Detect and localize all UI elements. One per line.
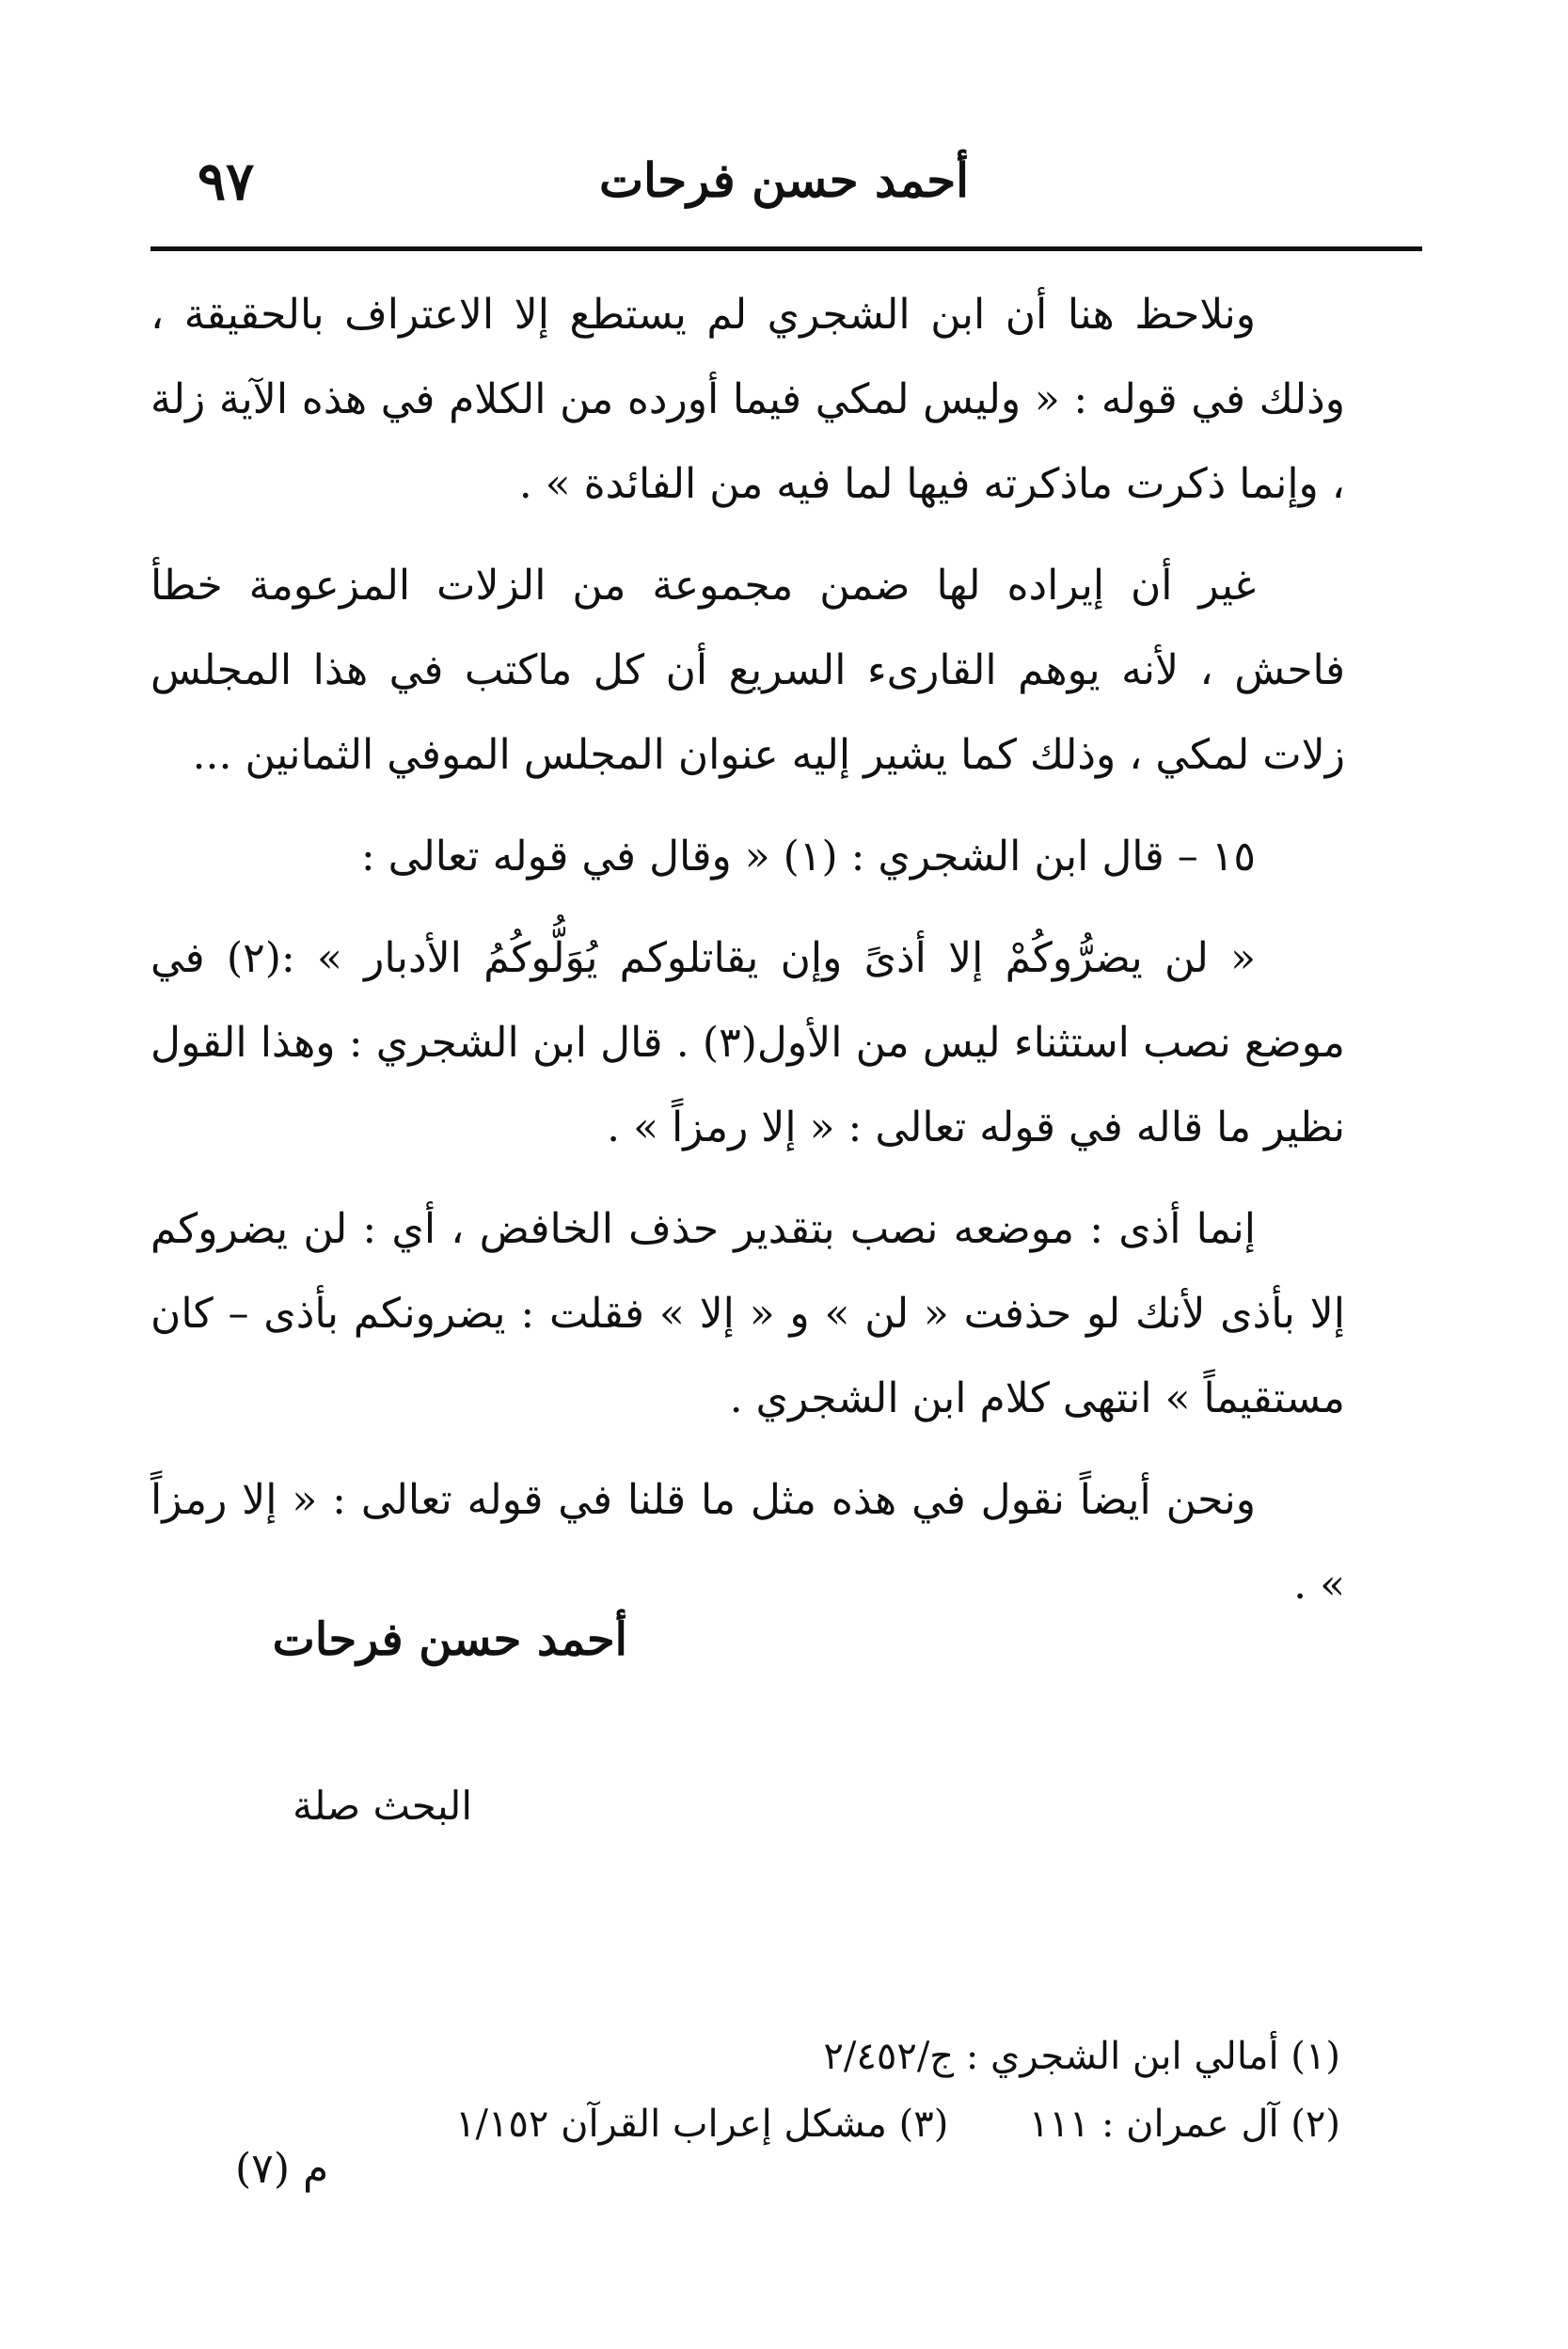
- footnote-1: (١) أمالي ابن الشجري : ج/٢/٤٥٢: [823, 2035, 1340, 2078]
- header-rule: [150, 246, 1422, 251]
- running-head: أحمد حسن فرحات: [598, 152, 970, 208]
- printer-signature-mark: م (٧): [235, 2145, 329, 2193]
- paragraph-6: ونحن أيضاً نقول في هذه مثل ما قلنا في قوله تعالى : « إلا رمزاً » .: [150, 1476, 1345, 1609]
- page-number: ٩٧: [198, 151, 255, 213]
- author-signature: أحمد حسن فرحات: [272, 1613, 627, 1666]
- body-text: [150, 273, 1345, 1644]
- footnote-row-2: [174, 2090, 1340, 2158]
- paragraph-2: غير أن إيراده لها ضمن مجموعة من الزلات المزعومة خطأ فاحش ، لأنه يوهم القارىء السريع أن كل ماكتب في هذا المجلس زلات لمكي ، وذلك كما يشير إليه عنوان المجلس الموفي الثمانين ...: [150, 562, 1345, 779]
- continuation-note: البحث صلة: [293, 1783, 472, 1829]
- paragraph-4: « لن يضرُّوكُمْ إلا أذىً وإن يقاتلوكم يُوَلُّوكُمُ الأدبار » :(٢) في موضع نصب استثناء ليس من الأول(٣) . قال ابن الشجري : وهذا القول نظير ما قاله في قوله تعالى : « إلا رمزاً » .: [150, 934, 1345, 1151]
- footnote-2: (٢) آل عمران : ١١١: [1028, 2103, 1340, 2146]
- page-header: [0, 141, 1568, 226]
- paragraph-3: ١٥ – قال ابن الشجري : (١) « وقال في قوله تعالى :: [360, 833, 1256, 881]
- footnote-3: (٣) مشكل إعراب القرآن ١/١٥٢: [454, 2103, 949, 2146]
- footnotes: [174, 2023, 1340, 2158]
- paragraph-5: إنما أذى : موضعه نصب بتقدير حذف الخافض ، أي : لن يضروكم إلا بأذى لأنك لو حذفت « لن » و « إلا » فقلت : يضرونكم بأذى – كان مستقيماً » انتهى كلام ابن الشجري .: [150, 1205, 1345, 1422]
- paragraph-1: ونلاحظ هنا أن ابن الشجري لم يستطع إلا الاعتراف بالحقيقة ، وذلك في قوله : « وليس لمكي فيما أورده من الكلام في هذه الآية زلة ، وإنما ذكرت ماذكرته فيها لما فيه من الفائدة » .: [150, 291, 1345, 508]
